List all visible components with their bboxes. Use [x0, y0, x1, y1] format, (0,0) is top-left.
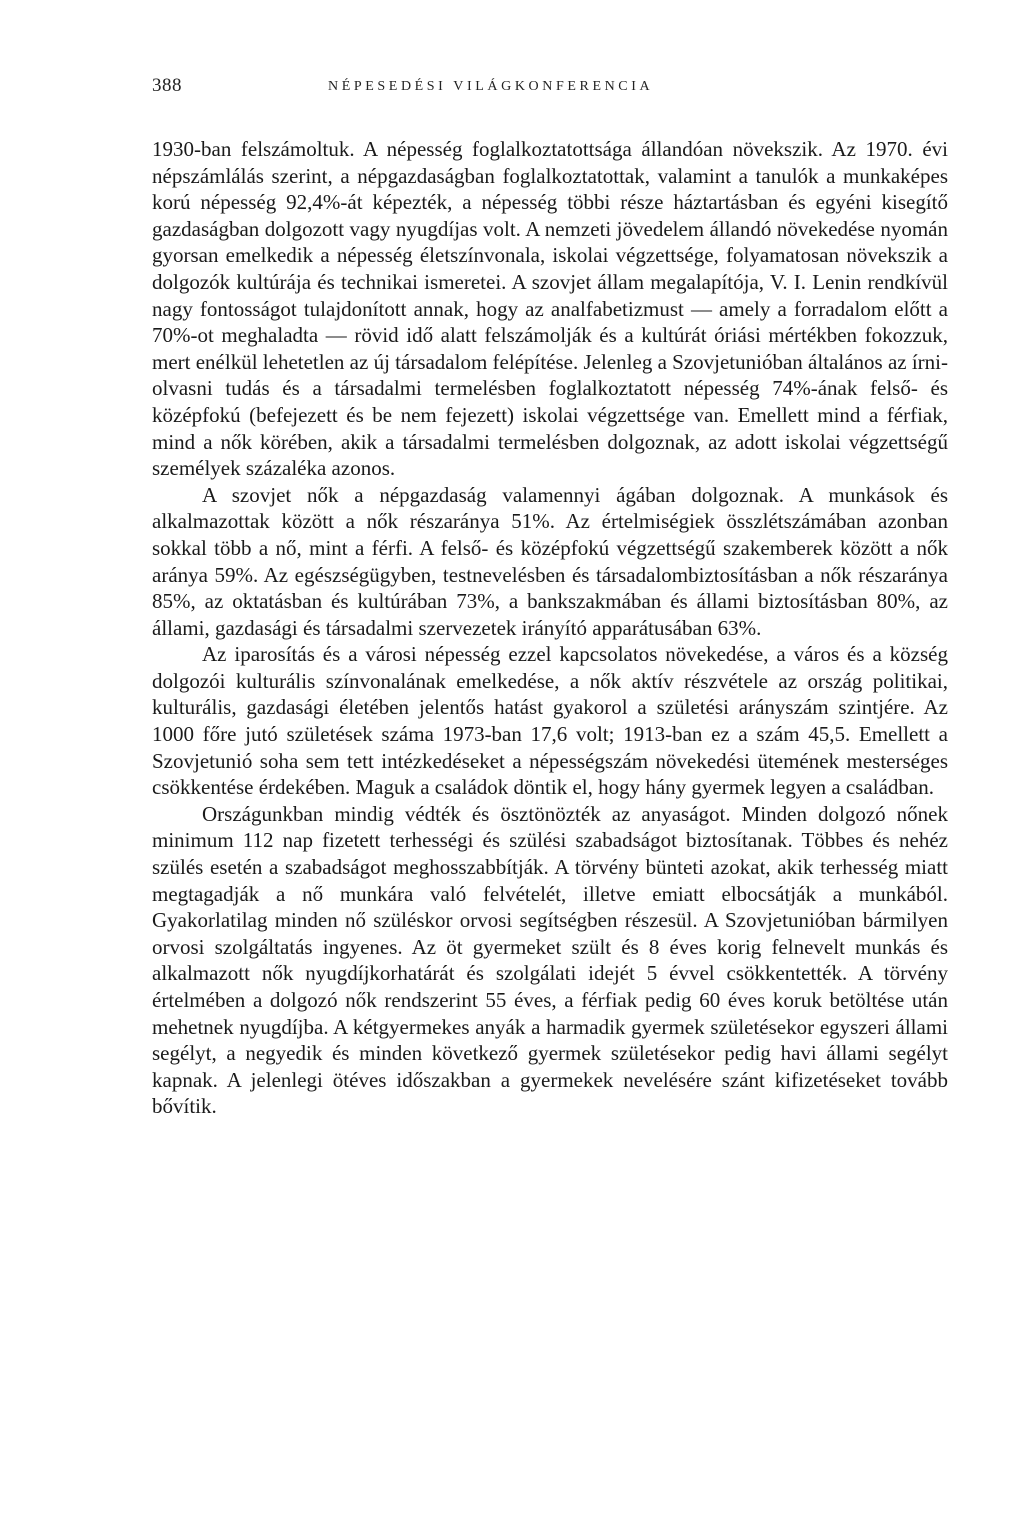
paragraph-maternity: Országunkban mindig védték és ösztönözték az anyaságot. Minden dolgozó nőnek minimum 112 nap fizetett terhességi és szülési szabadságot biztosítanak. Többes és nehéz szülés esetén a szabadságot meghosszabbítják. A törvény bünteti azokat, akik terhesség miatt megtagadják a nő munkára való felvételét, illetve emiatt elbocsátják a munkából. Gyakorlatilag minden nő szüléskor orvosi segítségben részesül. A Szovjetunióban bármilyen orvosi szolgáltatás ingyenes. Az öt gyermeket szült és 8 éves korig felnevelt munkás és alkalmazott nők nyugdíjkorhatárát és szolgálati idejét 5 évvel csökkentették. A törvény értelmében a dolgozó nők rendszerint 55 éves, a férfiak pedig 60 éves koruk betöltése után mehetnek nyugdíjba. A kétgyermekes anyák a harmadik gyermek születésekor egyszeri állami segélyt, a negyedik és minden következő gyermek születésekor pedig havi állami segélyt kapnak. A jelenlegi ötéves időszakban a gyermekek nevelésére szánt kifizetéseket tovább bővítik.	[152, 801, 948, 1119]
paragraph-women-employment: A szovjet nők a népgazdaság valamennyi ágában dolgoznak. A munkások és alkalmazottak között a nők részaránya 51%. Az értelmiségiek összlétszámában azonban sokkal több a nő, mint a férfi. A felső- és középfokú végzettségű szakemberek között a nők aránya 59%. Az egészségügyben, testnevelésben és társadalombiztosításban a nők részaránya 85%, az oktatásban és kultúrában 73%, a bankszakmában és állami biztosításban 80%, az állami, gazdasági és társadalmi szervezetek irányító apparátusában 63%.	[152, 482, 948, 640]
running-head	[152, 75, 952, 99]
paragraph-birth-rate: Az iparosítás és a városi népesség ezzel kapcsolatos növekedése, a város és a község dolgozói kulturális színvonalának emelkedése, a nők aktív részvétele az ország politikai, kulturális, gazdasági életében jelentős hatást gyakorol a születési arányszám szintjére. Az 1000 főre jutó születések száma 1973-ban 17,6 volt; 1913-ban ez a szám 45,5. Emellett a Szovjetunió soha sem tett intézkedéseket a népességszám növekedési ütemének mesterséges csökkentése érdekében. Maguk a családok döntik el, hogy hány gyermek legyen a családban.	[152, 642, 948, 800]
running-title: NÉPESEDÉSI VILÁGKONFERENCIA	[328, 79, 654, 94]
page-number: 388	[152, 75, 182, 96]
body-text	[152, 136, 948, 1120]
paragraph-literacy: 1930-ban felszámoltuk. A népesség foglalkoztatottsága állandóan növekszik. Az 1970. évi népszámlálás szerint, a népgazdaságban foglalkoztatottak, valamint a tanulók a munkaképes korú népesség 92,4%-át képezték, a népesség többi része háztartásban és egyéni kisegítő gazdaságban dolgozott vagy nyugdíjas volt. A nemzeti jövedelem állandó növekedése nyomán gyorsan emelkedik a népesség életszínvonala, iskolai végzettsége, folyamatosan növekszik a dolgozók kultúrája és technikai ismeretei. A szovjet állam megalapítója, V. I. Lenin rendkívül nagy fontosságot tulajdonított annak, hogy az analfabetizmust — amely a forradalom előtt a 70%-ot meghaladta — rövid idő alatt felszámolják és a kultúrát óriási mértékben fokozzuk, mert enélkül lehetetlen az új társadalom felépítése. Jelenleg a Szovjetunióban általános az írni-olvasni tudás és a társadalmi termelésben foglalkoztatott népesség 74%-ának felső- és középfokú (befejezett és be nem fejezett) iskolai végzettsége van. Emellett mind a férfiak, mind a nők körében, akik a társadalmi termelésben dolgoznak, az adott iskolai végzettségű személyek százaléka azonos.	[152, 137, 948, 481]
